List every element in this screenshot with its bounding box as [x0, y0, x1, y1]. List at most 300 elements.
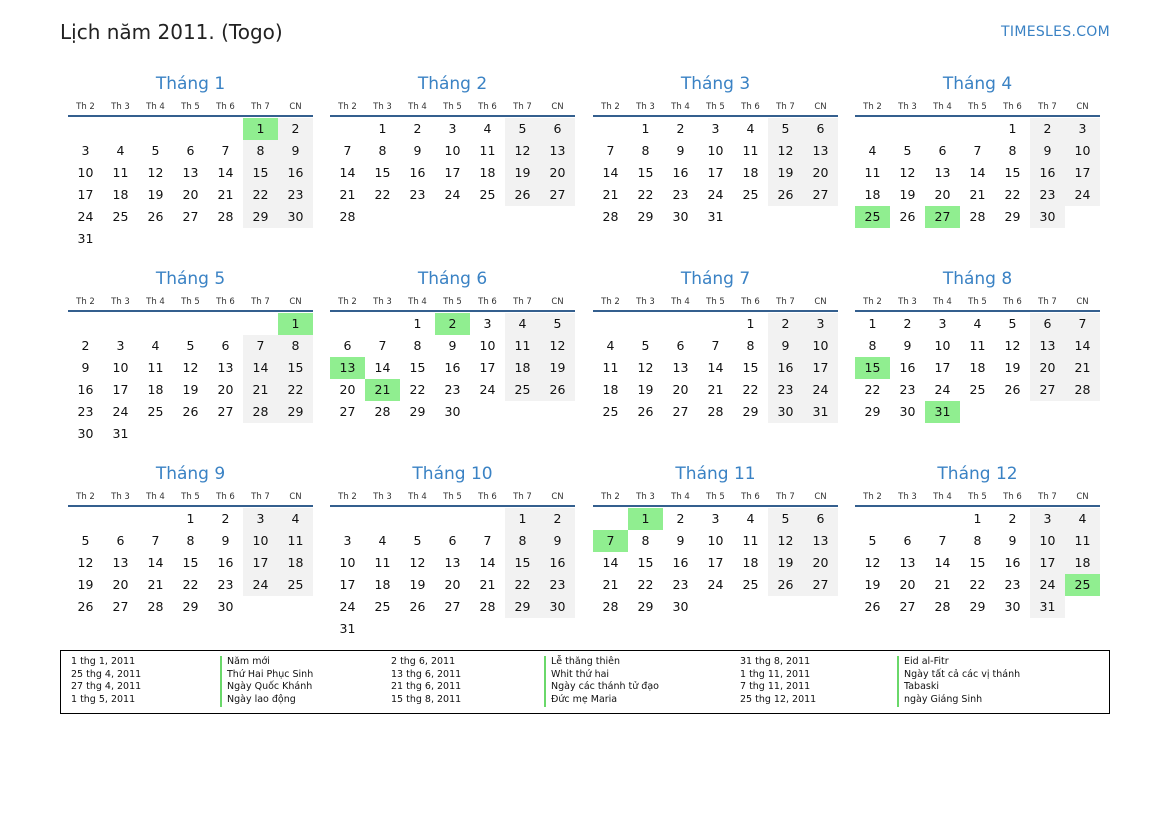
day-cell: 26 — [409, 599, 426, 614]
legend-holiday-name: Ngày Quốc Khánh — [220, 681, 313, 694]
day-cell: 22 — [864, 382, 881, 397]
day-cell: 16 — [409, 165, 426, 180]
legend-date: 7 thg 11, 2011 — [740, 681, 811, 693]
day-cell: 28 — [374, 404, 391, 419]
day-cell: 22 — [252, 187, 269, 202]
day-cell: 30 — [899, 404, 916, 419]
holiday-legend — [60, 650, 1110, 714]
weekday-header: Th 5 — [706, 492, 725, 502]
day-cell: 28 — [934, 599, 951, 614]
day-cell: 1 — [746, 316, 755, 331]
day-cell: 6 — [116, 533, 125, 548]
day-cell: 24 — [707, 187, 724, 202]
day-cell: 18 — [287, 555, 304, 570]
weekday-header: Th 4 — [408, 297, 427, 307]
day-cell: 25 — [514, 382, 531, 397]
header-divider — [68, 310, 313, 312]
day-cell: 2 — [903, 316, 912, 331]
legend-date: 25 thg 12, 2011 — [740, 694, 817, 706]
day-cell: 27 — [182, 209, 199, 224]
day-cell: 14 — [602, 165, 619, 180]
day-cell: 1 — [518, 511, 527, 526]
day-cell: 31 — [707, 209, 724, 224]
weekday-header: Th 6 — [478, 102, 497, 112]
weekday-header: Th 3 — [373, 102, 392, 112]
day-cell: 12 — [409, 555, 426, 570]
day-cell: 19 — [1004, 360, 1021, 375]
day-cell: 19 — [514, 165, 531, 180]
day-cell: 9 — [448, 338, 457, 353]
day-cell: 3 — [711, 511, 720, 526]
weekday-header: Th 6 — [741, 492, 760, 502]
day-cell: 18 — [112, 187, 129, 202]
day-cell: 28 — [339, 209, 356, 224]
day-cell: 24 — [77, 209, 94, 224]
day-cell: 27 — [672, 404, 689, 419]
day-cell: 19 — [864, 577, 881, 592]
weekday-header: CN — [1076, 492, 1089, 502]
day-cell: 23 — [1004, 577, 1021, 592]
day-cell: 13 — [549, 143, 566, 158]
day-cell: 10 — [707, 533, 724, 548]
weekday-header: Th 6 — [478, 492, 497, 502]
day-cell: 25 — [147, 404, 164, 419]
day-cell: 26 — [514, 187, 531, 202]
weekday-header: CN — [551, 297, 564, 307]
day-cell: 30 — [777, 404, 794, 419]
weekday-header: Th 2 — [338, 297, 357, 307]
weekday-header: Th 4 — [146, 492, 165, 502]
day-cell: 20 — [549, 165, 566, 180]
day-cell: 16 — [672, 165, 689, 180]
day-cell: 12 — [777, 533, 794, 548]
holiday-day-cell: 31 — [925, 401, 960, 423]
day-cell: 2 — [1043, 121, 1052, 136]
legend-date-column — [71, 656, 141, 707]
weekday-header: Th 7 — [513, 492, 532, 502]
day-cell: 29 — [182, 599, 199, 614]
month-title: Tháng 2 — [417, 74, 488, 94]
weekday-header: Th 3 — [373, 492, 392, 502]
day-cell: 7 — [221, 143, 230, 158]
day-cell: 26 — [777, 577, 794, 592]
day-cell: 6 — [1043, 316, 1052, 331]
day-cell: 21 — [969, 187, 986, 202]
weekday-header: Th 6 — [216, 102, 235, 112]
day-cell: 30 — [1004, 599, 1021, 614]
legend-holiday-name: Eid al-Fitr — [897, 656, 1020, 669]
holiday-day-cell: 13 — [330, 357, 365, 379]
day-cell: 20 — [899, 577, 916, 592]
day-cell: 17 — [707, 555, 724, 570]
day-cell: 23 — [549, 577, 566, 592]
day-cell: 27 — [217, 404, 234, 419]
day-cell: 29 — [637, 599, 654, 614]
day-cell: 29 — [742, 404, 759, 419]
day-cell: 18 — [1074, 555, 1091, 570]
day-cell: 19 — [777, 555, 794, 570]
day-cell: 18 — [602, 382, 619, 397]
day-cell: 17 — [1039, 555, 1056, 570]
day-cell: 30 — [77, 426, 94, 441]
day-cell: 29 — [514, 599, 531, 614]
day-cell: 18 — [742, 165, 759, 180]
weekday-header: Th 2 — [76, 492, 95, 502]
legend-holiday-name: Whit thứ hai — [544, 669, 659, 682]
day-cell: 10 — [444, 143, 461, 158]
day-cell: 6 — [221, 338, 230, 353]
day-cell: 13 — [1039, 338, 1056, 353]
day-cell: 31 — [1039, 599, 1056, 614]
day-cell: 14 — [374, 360, 391, 375]
day-cell: 28 — [147, 599, 164, 614]
day-cell: 28 — [707, 404, 724, 419]
header-divider — [68, 115, 313, 117]
weekday-header: Th 3 — [636, 297, 655, 307]
day-cell: 9 — [676, 533, 685, 548]
day-cell: 25 — [112, 209, 129, 224]
day-cell: 6 — [343, 338, 352, 353]
day-cell: 15 — [637, 165, 654, 180]
weekday-header: Th 7 — [513, 102, 532, 112]
day-cell: 24 — [1074, 187, 1091, 202]
day-cell: 4 — [746, 511, 755, 526]
day-cell: 6 — [816, 511, 825, 526]
day-cell: 10 — [339, 555, 356, 570]
day-cell: 10 — [77, 165, 94, 180]
weekday-header: Th 5 — [181, 297, 200, 307]
day-cell: 11 — [602, 360, 619, 375]
day-cell: 18 — [374, 577, 391, 592]
day-cell: 27 — [1039, 382, 1056, 397]
month-calendar — [68, 269, 313, 445]
legend-date: 1 thg 11, 2011 — [740, 668, 811, 680]
weekday-header: Th 4 — [671, 102, 690, 112]
page-title: Lịch năm 2011. (Togo) — [60, 20, 283, 44]
day-cell: 7 — [483, 533, 492, 548]
day-cell: 1 — [641, 121, 650, 136]
day-cell: 28 — [217, 209, 234, 224]
day-cell: 7 — [378, 338, 387, 353]
month-title: Tháng 9 — [155, 464, 226, 484]
day-cell: 16 — [777, 360, 794, 375]
holiday-day-cell: 21 — [365, 379, 400, 401]
day-cell: 19 — [637, 382, 654, 397]
weekday-header: Th 5 — [968, 492, 987, 502]
day-cell: 23 — [287, 187, 304, 202]
day-cell: 12 — [864, 555, 881, 570]
day-cell: 29 — [637, 209, 654, 224]
holiday-day-cell: 15 — [855, 357, 890, 379]
day-cell: 6 — [676, 338, 685, 353]
day-cell: 14 — [969, 165, 986, 180]
weekday-header: Th 5 — [968, 297, 987, 307]
weekday-header: Th 3 — [636, 102, 655, 112]
weekday-header: Th 4 — [933, 492, 952, 502]
weekday-header: Th 5 — [181, 492, 200, 502]
day-cell: 28 — [252, 404, 269, 419]
day-cell: 22 — [514, 577, 531, 592]
day-cell: 25 — [969, 382, 986, 397]
weekday-header: Th 5 — [443, 102, 462, 112]
weekday-header: Th 3 — [111, 297, 130, 307]
day-cell: 21 — [1074, 360, 1091, 375]
day-cell: 10 — [479, 338, 496, 353]
legend-date-column — [391, 656, 461, 707]
day-cell: 27 — [444, 599, 461, 614]
day-cell: 15 — [409, 360, 426, 375]
day-cell: 12 — [1004, 338, 1021, 353]
day-cell: 8 — [641, 533, 650, 548]
day-cell: 14 — [707, 360, 724, 375]
day-cell: 27 — [339, 404, 356, 419]
weekday-header: Th 5 — [706, 297, 725, 307]
day-cell: 22 — [969, 577, 986, 592]
day-cell: 29 — [864, 404, 881, 419]
day-cell: 2 — [676, 511, 685, 526]
holiday-day-cell: 27 — [925, 206, 960, 228]
day-cell: 12 — [549, 338, 566, 353]
day-cell: 12 — [182, 360, 199, 375]
month-title: Tháng 12 — [937, 464, 1018, 484]
day-cell: 24 — [479, 382, 496, 397]
day-cell: 15 — [969, 555, 986, 570]
day-cell: 5 — [868, 533, 877, 548]
header-divider — [855, 310, 1100, 312]
day-cell: 18 — [742, 555, 759, 570]
day-cell: 3 — [816, 316, 825, 331]
day-cell: 6 — [816, 121, 825, 136]
day-cell: 21 — [479, 577, 496, 592]
legend-holiday-name: Thứ Hai Phục Sinh — [220, 669, 313, 682]
day-cell: 11 — [969, 338, 986, 353]
day-cell: 31 — [339, 621, 356, 636]
day-cell: 3 — [116, 338, 125, 353]
day-cell: 26 — [182, 404, 199, 419]
day-cell: 12 — [514, 143, 531, 158]
day-cell: 5 — [553, 316, 562, 331]
day-cell: 12 — [77, 555, 94, 570]
day-cell: 9 — [903, 338, 912, 353]
header-divider — [593, 115, 838, 117]
day-cell: 22 — [637, 577, 654, 592]
weekday-header: Th 6 — [1003, 102, 1022, 112]
day-cell: 5 — [781, 121, 790, 136]
day-cell: 23 — [444, 382, 461, 397]
day-cell: 24 — [112, 404, 129, 419]
day-cell: 18 — [514, 360, 531, 375]
day-cell: 4 — [116, 143, 125, 158]
day-cell: 11 — [287, 533, 304, 548]
day-cell: 25 — [479, 187, 496, 202]
day-cell: 28 — [969, 209, 986, 224]
day-cell: 4 — [291, 511, 300, 526]
header-divider — [855, 115, 1100, 117]
day-cell: 3 — [81, 143, 90, 158]
weekday-header: CN — [289, 492, 302, 502]
month-title: Tháng 3 — [680, 74, 751, 94]
legend-holiday-name: Ngày tất cả các vị thánh — [897, 669, 1020, 682]
day-cell: 3 — [1078, 121, 1087, 136]
legend-date-column — [740, 656, 816, 707]
day-cell: 17 — [77, 187, 94, 202]
weekday-header: Th 7 — [776, 492, 795, 502]
day-cell: 5 — [151, 143, 160, 158]
day-cell: 12 — [637, 360, 654, 375]
day-cell: 22 — [287, 382, 304, 397]
day-cell: 16 — [672, 555, 689, 570]
day-cell: 15 — [742, 360, 759, 375]
day-cell: 9 — [221, 533, 230, 548]
day-cell: 11 — [1074, 533, 1091, 548]
day-cell: 14 — [479, 555, 496, 570]
weekday-header: Th 3 — [111, 102, 130, 112]
weekday-header: Th 2 — [863, 297, 882, 307]
holiday-day-cell: 7 — [593, 530, 628, 552]
day-cell: 29 — [409, 404, 426, 419]
day-cell: 4 — [518, 316, 527, 331]
day-cell: 17 — [707, 165, 724, 180]
day-cell: 15 — [514, 555, 531, 570]
day-cell: 22 — [637, 187, 654, 202]
day-cell: 26 — [77, 599, 94, 614]
day-cell: 12 — [777, 143, 794, 158]
day-cell: 7 — [151, 533, 160, 548]
weekday-header: Th 7 — [1038, 297, 1057, 307]
day-cell: 30 — [672, 209, 689, 224]
day-cell: 3 — [938, 316, 947, 331]
month-calendar — [855, 464, 1100, 618]
weekday-header: Th 4 — [671, 297, 690, 307]
day-cell: 16 — [444, 360, 461, 375]
day-cell: 4 — [973, 316, 982, 331]
brand-link[interactable]: TIMESLES.COM — [1001, 24, 1110, 40]
day-cell: 8 — [256, 143, 265, 158]
day-cell: 8 — [378, 143, 387, 158]
day-cell: 24 — [707, 577, 724, 592]
day-cell: 10 — [1039, 533, 1056, 548]
day-cell: 19 — [777, 165, 794, 180]
day-cell: 5 — [641, 338, 650, 353]
day-cell: 8 — [973, 533, 982, 548]
day-cell: 2 — [553, 511, 562, 526]
day-cell: 25 — [374, 599, 391, 614]
legend-holiday-name: Ngày các thánh tử đạo — [544, 681, 659, 694]
day-cell: 21 — [707, 382, 724, 397]
day-cell: 3 — [448, 121, 457, 136]
day-cell: 26 — [637, 404, 654, 419]
day-cell: 23 — [777, 382, 794, 397]
day-cell: 5 — [413, 533, 422, 548]
day-cell: 29 — [252, 209, 269, 224]
day-cell: 2 — [221, 511, 230, 526]
day-cell: 23 — [899, 382, 916, 397]
day-cell: 29 — [969, 599, 986, 614]
day-cell: 22 — [1004, 187, 1021, 202]
day-cell: 10 — [1074, 143, 1091, 158]
month-title: Tháng 8 — [942, 269, 1013, 289]
weekday-header: Th 3 — [898, 102, 917, 112]
day-cell: 27 — [899, 599, 916, 614]
day-cell: 21 — [147, 577, 164, 592]
day-cell: 11 — [112, 165, 129, 180]
weekday-header: CN — [1076, 297, 1089, 307]
day-cell: 20 — [934, 187, 951, 202]
day-cell: 31 — [77, 231, 94, 246]
day-cell: 17 — [812, 360, 829, 375]
holiday-day-cell: 2 — [435, 313, 470, 335]
weekday-header: Th 7 — [251, 102, 270, 112]
header-divider — [855, 505, 1100, 507]
weekday-header: Th 7 — [251, 297, 270, 307]
day-cell: 31 — [812, 404, 829, 419]
day-cell: 16 — [1039, 165, 1056, 180]
day-cell: 7 — [256, 338, 265, 353]
day-cell: 2 — [781, 316, 790, 331]
day-cell: 11 — [374, 555, 391, 570]
day-cell: 30 — [549, 599, 566, 614]
holiday-day-cell: 1 — [243, 118, 278, 140]
day-cell: 30 — [1039, 209, 1056, 224]
day-cell: 28 — [1074, 382, 1091, 397]
day-cell: 20 — [182, 187, 199, 202]
day-cell: 13 — [899, 555, 916, 570]
weekday-header: CN — [289, 297, 302, 307]
day-cell: 30 — [672, 599, 689, 614]
legend-date: 27 thg 4, 2011 — [71, 681, 142, 693]
day-cell: 9 — [1043, 143, 1052, 158]
legend-date: 31 thg 8, 2011 — [740, 656, 811, 667]
day-cell: 16 — [1004, 555, 1021, 570]
day-cell: 28 — [602, 599, 619, 614]
day-cell: 11 — [742, 143, 759, 158]
day-cell: 21 — [934, 577, 951, 592]
day-cell: 17 — [112, 382, 129, 397]
day-cell: 14 — [339, 165, 356, 180]
day-cell: 6 — [938, 143, 947, 158]
day-cell: 15 — [252, 165, 269, 180]
day-cell: 16 — [77, 382, 94, 397]
day-cell: 11 — [479, 143, 496, 158]
weekday-header: Th 2 — [601, 102, 620, 112]
day-cell: 13 — [934, 165, 951, 180]
day-cell: 19 — [899, 187, 916, 202]
legend-date: 2 thg 6, 2011 — [391, 656, 456, 667]
day-cell: 16 — [287, 165, 304, 180]
day-cell: 9 — [81, 360, 90, 375]
day-cell: 17 — [934, 360, 951, 375]
day-cell: 20 — [812, 165, 829, 180]
holiday-day-cell: 1 — [628, 508, 663, 530]
month-title: Tháng 7 — [680, 269, 751, 289]
day-cell: 26 — [777, 187, 794, 202]
weekday-header: Th 5 — [443, 297, 462, 307]
day-cell: 15 — [374, 165, 391, 180]
weekday-header: Th 2 — [76, 102, 95, 112]
day-cell: 15 — [287, 360, 304, 375]
day-cell: 5 — [781, 511, 790, 526]
day-cell: 16 — [217, 555, 234, 570]
day-cell: 1 — [868, 316, 877, 331]
day-cell: 20 — [339, 382, 356, 397]
legend-holiday-name: ngày Giáng Sinh — [897, 694, 1020, 707]
day-cell: 27 — [549, 187, 566, 202]
month-title: Tháng 10 — [412, 464, 493, 484]
day-cell: 26 — [899, 209, 916, 224]
month-calendar — [855, 74, 1100, 228]
day-cell: 3 — [711, 121, 720, 136]
weekday-header: Th 6 — [741, 102, 760, 112]
